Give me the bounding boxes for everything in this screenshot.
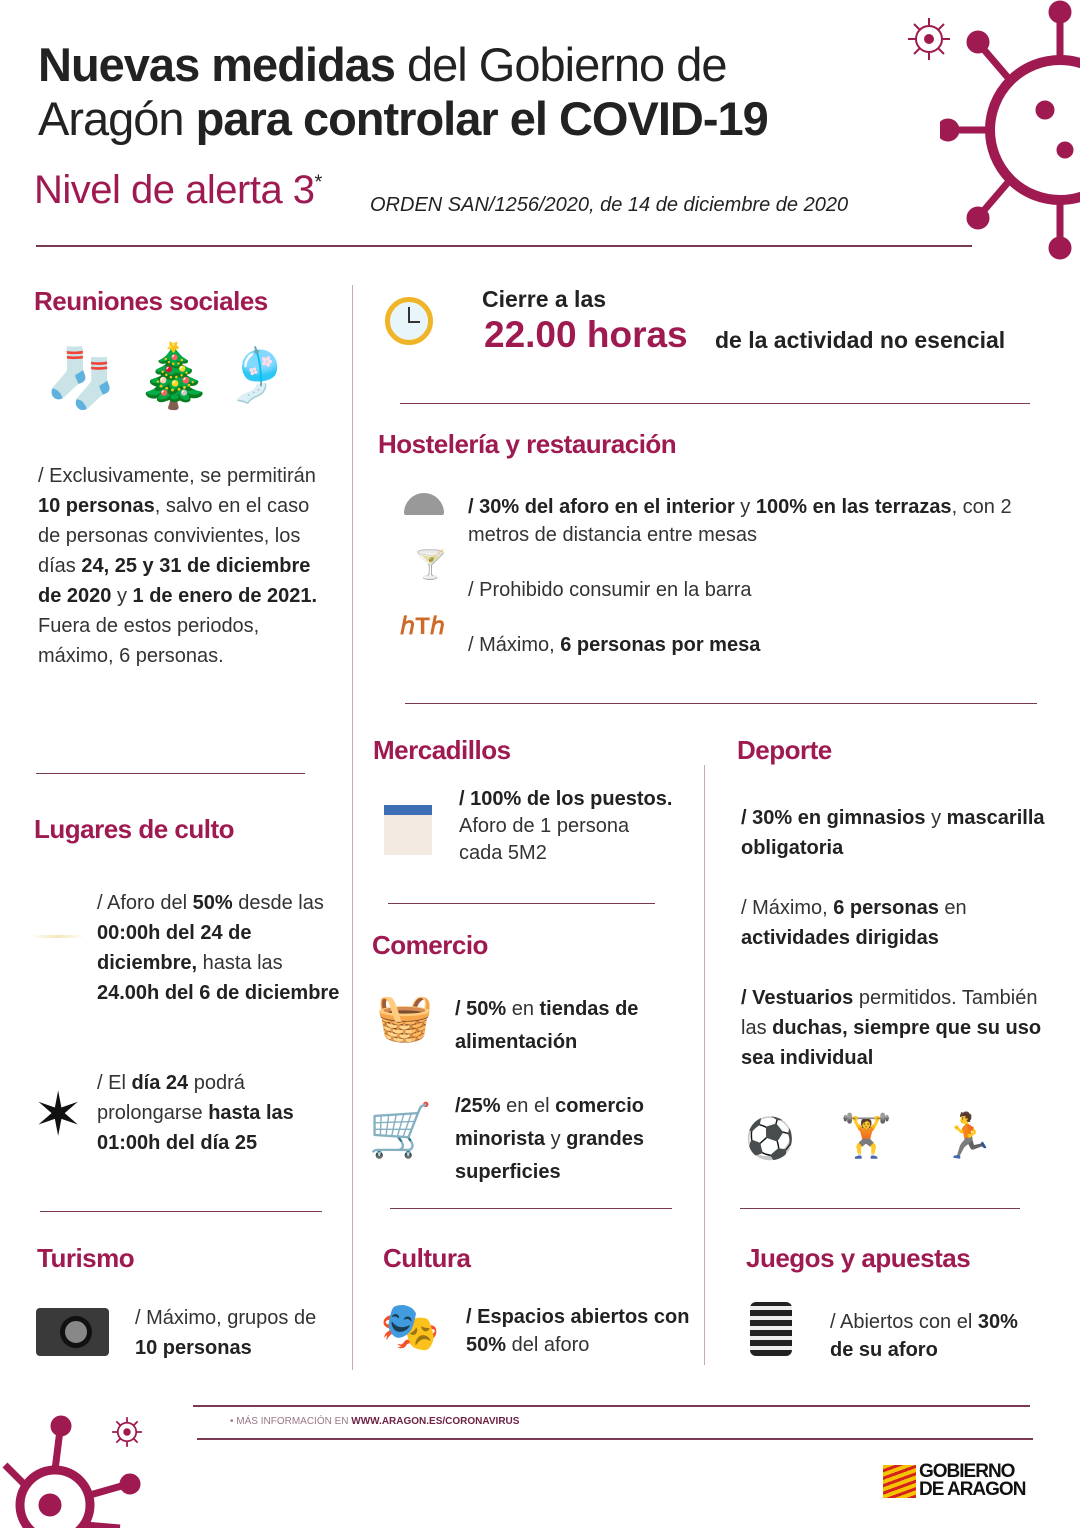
- deporte-item-3: [741, 983, 1061, 1073]
- text-segment: / Máximo,: [468, 634, 561, 656]
- hosteleria-item-1: [468, 493, 1038, 549]
- section-title-hosteleria: Hostelería y restauración: [378, 429, 677, 459]
- divider: [40, 1211, 322, 1212]
- order-reference: ORDEN SAN/1256/2020, de 14 de diciembre de 2020: [370, 194, 849, 216]
- text-segment: 50%: [192, 892, 233, 914]
- virus-icon: [940, 0, 1080, 260]
- sparkle-icon: [30, 935, 85, 938]
- grocery-basket-icon: 🧺: [376, 991, 434, 1043]
- text-segment: hasta las 01:00h del día 25: [97, 1102, 294, 1154]
- more-info: • MÁS INFORMACIÓN EN WWW.ARAGON.ES/CORONAVIRUS: [230, 1416, 520, 1427]
- closing-line-2: de la actividad no esencial: [715, 327, 1006, 353]
- text-segment: / Vestuarios: [741, 987, 854, 1009]
- text-segment: actividades dirigidas: [741, 927, 939, 949]
- text-segment: 1 de enero de 2021.: [132, 585, 318, 607]
- text-segment: permitidos. También las: [741, 987, 1038, 1039]
- text-segment: Nuevas medidas: [38, 38, 395, 91]
- alert-asterisk: *: [314, 171, 322, 194]
- divider: [400, 403, 1030, 404]
- christmas-stocking-icon: 🧦: [45, 346, 118, 411]
- section-title-comercio: Comercio: [372, 930, 488, 960]
- divider: [740, 1208, 1020, 1209]
- deporte-item-1: [741, 803, 1061, 863]
- reuniones-text: [38, 461, 323, 671]
- text-segment: y: [111, 585, 133, 607]
- text-segment: 10 personas: [38, 495, 155, 517]
- hosteleria-item-2: [468, 575, 751, 605]
- footer-divider-top: [193, 1405, 1030, 1407]
- casino-chips-icon: [750, 1302, 792, 1356]
- text-segment: en el: [500, 1095, 556, 1117]
- text-segment: / Máximo,: [741, 897, 834, 919]
- small-virus-icon: [905, 15, 953, 63]
- logo-line-1: GOBIERNO: [919, 1461, 1015, 1482]
- camera-icon: [36, 1308, 109, 1356]
- text-segment: en: [938, 897, 967, 919]
- text-segment: / Aforo del: [97, 892, 193, 914]
- page-title: [38, 38, 768, 146]
- text-segment: duchas, siempre que su uso sea individual: [741, 1017, 1042, 1069]
- text-segment: mascarilla obligatoria: [741, 807, 1045, 859]
- christmas-tree-icon: 🎄: [135, 342, 213, 411]
- text-segment: 24, 25 y 31 de diciembre de 2020: [38, 555, 311, 607]
- culto-item-1: [97, 888, 347, 1008]
- text-segment: para controlar el COVID-19: [195, 92, 768, 145]
- text-segment: hasta las: [197, 952, 283, 974]
- text-segment: 10 personas: [135, 1337, 252, 1359]
- title-line-2: [38, 92, 768, 146]
- mercadillos-text: [459, 786, 674, 867]
- theater-masks-icon: 🎭: [380, 1301, 440, 1354]
- text-segment: y: [545, 1128, 567, 1150]
- text-segment: 00:00h del 24 de diciembre,: [97, 922, 252, 974]
- text-segment: desde las: [232, 892, 324, 914]
- section-title-turismo: Turismo: [37, 1243, 135, 1273]
- text-segment: y: [925, 807, 947, 829]
- text-segment: 6 personas: [833, 897, 939, 919]
- text-segment: , salvo en el caso de personas convivientes, los días: [38, 495, 310, 577]
- text-segment: / El: [97, 1072, 132, 1094]
- text-segment: / 30% en gimnasios: [741, 807, 926, 829]
- header-divider: [36, 245, 972, 247]
- runner-icon: 🏃: [940, 1112, 995, 1161]
- market-stall-icon: [384, 805, 432, 855]
- title-line-1: [38, 38, 768, 92]
- table-chairs-icon: ℎTℎ: [400, 613, 446, 640]
- alarm-clock-icon: [383, 287, 435, 349]
- text-segment: y: [734, 496, 756, 518]
- closing-time: 22.00 horas: [484, 314, 688, 355]
- text-segment: podrá prolongarse: [97, 1072, 245, 1124]
- christmas-ornaments-icon: 🎐: [225, 347, 290, 405]
- soccer-ball-icon: ⚽: [745, 1117, 795, 1161]
- divider: [390, 1208, 672, 1209]
- cultura-text: [466, 1303, 691, 1359]
- section-title-deporte: Deporte: [737, 735, 832, 765]
- food-cloche-icon: [404, 493, 444, 515]
- section-title-culto: Lugares de culto: [34, 814, 235, 844]
- text-segment: / 50%: [455, 998, 507, 1020]
- culto-item-2: [97, 1068, 337, 1158]
- column-divider-2: [704, 765, 705, 1365]
- text-segment: 100% en las terrazas: [755, 496, 952, 518]
- text-segment: / Exclusivamente, se permitirán: [38, 465, 316, 487]
- text-segment: Fuera de estos periodos, máximo, 6 personas.: [38, 615, 260, 667]
- more-info-prefix: MÁS INFORMACIÓN EN: [236, 1416, 352, 1427]
- hosteleria-item-3: [468, 630, 760, 660]
- turismo-text: [135, 1303, 335, 1363]
- text-segment: grandes superficies: [455, 1128, 644, 1183]
- text-segment: Aragón: [38, 92, 196, 145]
- closing-line-1: Cierre a las: [482, 286, 607, 312]
- text-segment: 30% de su aforo: [830, 1311, 1018, 1361]
- text-segment: 6 personas por mesa: [560, 634, 761, 656]
- juegos-text: [830, 1308, 1030, 1364]
- comercio-item-1: [455, 993, 695, 1059]
- section-title-reuniones: Reuniones sociales: [34, 286, 268, 316]
- comercio-item-2: [455, 1090, 695, 1189]
- text-segment: / Máximo, grupos de: [135, 1307, 317, 1329]
- small-virus-icon-bottom: [110, 1415, 144, 1449]
- weightlifting-icon: 🏋: [840, 1112, 893, 1159]
- text-segment: comercio minorista: [455, 1095, 645, 1150]
- alert-level-text: Nivel de alerta 3: [34, 168, 315, 212]
- cocktail-icon: 🍸: [413, 549, 448, 580]
- more-info-link[interactable]: WWW.ARAGON.ES/CORONAVIRUS: [351, 1416, 520, 1427]
- aragon-flag-icon: [883, 1465, 916, 1498]
- text-segment: / 30% del aforo en el interior: [468, 496, 735, 518]
- divider: [36, 773, 305, 774]
- star-icon: ✶: [33, 1081, 84, 1148]
- footer-divider-bottom: [197, 1438, 1033, 1440]
- divider: [405, 703, 1037, 704]
- shopping-cart-icon: 🛒: [368, 1102, 433, 1160]
- text-segment: / Prohibido consumir en la barra: [468, 579, 752, 601]
- text-segment: del aforo: [506, 1334, 590, 1356]
- text-segment: tiendas de alimentación: [455, 998, 639, 1053]
- text-segment: , con 2 metros de distancia entre mesas: [468, 496, 1012, 546]
- text-segment: / Abiertos con el: [830, 1311, 978, 1333]
- column-divider-1: [352, 285, 353, 1370]
- text-segment: día 24: [131, 1072, 189, 1094]
- deporte-item-2: [741, 893, 1061, 953]
- section-title-mercadillos: Mercadillos: [373, 735, 511, 765]
- text-segment: /25%: [455, 1095, 501, 1117]
- logo-line-2: DE ARAGON: [919, 1479, 1026, 1500]
- text-segment: del Gobierno de: [394, 38, 727, 91]
- section-title-cultura: Cultura: [383, 1243, 471, 1273]
- text-segment: / 100% de los puestos.: [459, 788, 673, 810]
- alert-level: [34, 168, 322, 213]
- divider: [388, 903, 655, 904]
- text-segment: / Espacios abiertos con 50%: [466, 1306, 690, 1356]
- text-segment: 24.00h del 6 de diciembre: [97, 982, 340, 1004]
- text-segment: en: [506, 998, 540, 1020]
- gobierno-aragon-logo: [883, 1463, 1025, 1499]
- section-title-juegos: Juegos y apuestas: [746, 1243, 971, 1273]
- text-segment: Aforo de 1 persona cada 5M2: [459, 815, 630, 864]
